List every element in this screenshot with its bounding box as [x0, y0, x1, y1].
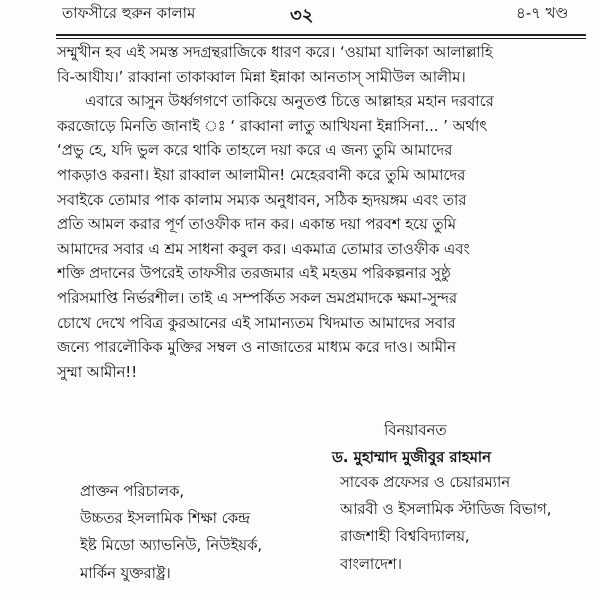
text-line: সম্মুখীন হব এই সমস্ত সদগ্রন্থরাজিকে ধারণ করে। ‘ওয়ামা যালিকা আলাল্লাহি [57, 44, 493, 61]
former-post-line: ইষ্ট মিডো অ্যাভনিউ, নিউইয়র্ক, [80, 537, 263, 554]
page-number: ৩২ [290, 5, 314, 26]
former-post-line: প্রাক্তন পরিচালক, [80, 483, 185, 500]
author-detail-line: সাবেক প্রফেসর ও চেয়ারম্যান [340, 474, 511, 491]
author-detail-line: বাংলাদেশ। [340, 556, 402, 573]
author-detail-line: আরবী ও ইসলামিক স্টাডিজ বিভাগ, [340, 501, 552, 518]
author-name: ড. মুহাম্মাদ মুজীবুর রাহমান [332, 449, 491, 466]
running-head-title: তাফসীরে হুরুন কালাম [62, 4, 196, 22]
text-line: সুম্মা আমীন!! [57, 363, 138, 381]
former-post-line: মার্কিন যুক্তরাষ্ট্র। [80, 565, 171, 582]
text-line: সবাইকে তোমার পাক কালাম সম্যক অনুধাবন, সঠিক হৃদয়ঙ্গম এবং তার [57, 191, 467, 209]
text-line: পরিসমাপ্তি নির্ভরশীল। তাই এ সম্পর্কিত সকল ভ্রমপ্রমাদকে ক্ষমা-সুন্দর [57, 289, 457, 307]
text-line: পাকড়াও করনা। ইয়া রাব্বাল আলামীন! মেহেরবানী করে তুমি আমাদের [57, 166, 466, 184]
text-line: আমাদের সবার এ শ্রম সাধনা কবুল কর। একমাত্র তোমার তাওফীক এবং [57, 240, 470, 258]
text-line: বি-আযীয।’ রাব্বানা তাকাব্বাল মিন্না ইন্নাকা আনতাস্‌ সামীউল আলীম। [57, 68, 466, 86]
text-line: জন্যে পারলৌকিক মুক্তির সম্বল ও নাজাতের মাধ্যম করে দাও। আমীন [57, 339, 456, 357]
text-line: প্রতি আমল করার পূর্ণ তাওফীক দান কর। একান্ত দয়া পরবশ হয়ে তুমি [57, 216, 456, 234]
former-post-line: উচ্চতর ইসলামিক শিক্ষা কেন্দ্র [80, 510, 250, 527]
text-line: শক্তি প্রদানের উপরেই তাফসীর তরজমার এই মহত্তম পরিকল্পনার সুষ্ঠু [57, 265, 451, 283]
text-line: এবারে আসুন উর্ধ্বগগণে তাকিয়ে অনুতপ্ত চিত্তে আল্লাহর মহান দরবারে [85, 93, 494, 111]
text-line: করজোড়ে মিনতি জানাই ঃ ‘ রাব্বানা লাতু আখিযনা ইন্নাসিনা... ’ অর্থাৎ [57, 117, 488, 135]
text-line: চোখে দেখে পবিত্র কুরআনের এই সামান্যতম খিদমাত আমাদের সবার [57, 314, 456, 332]
running-head-volume: ৪-৭ খণ্ড [516, 4, 569, 22]
closing-salutation: বিনয়াবনত [384, 422, 447, 439]
text-line: ‘প্রভু হে, যদি ভুল করে থাকি তাহলে দয়া করে এ জন্য তুমি আমাদের [57, 142, 453, 160]
author-detail-line: রাজশাহী বিশ্ববিদ্যালয়, [340, 528, 470, 545]
